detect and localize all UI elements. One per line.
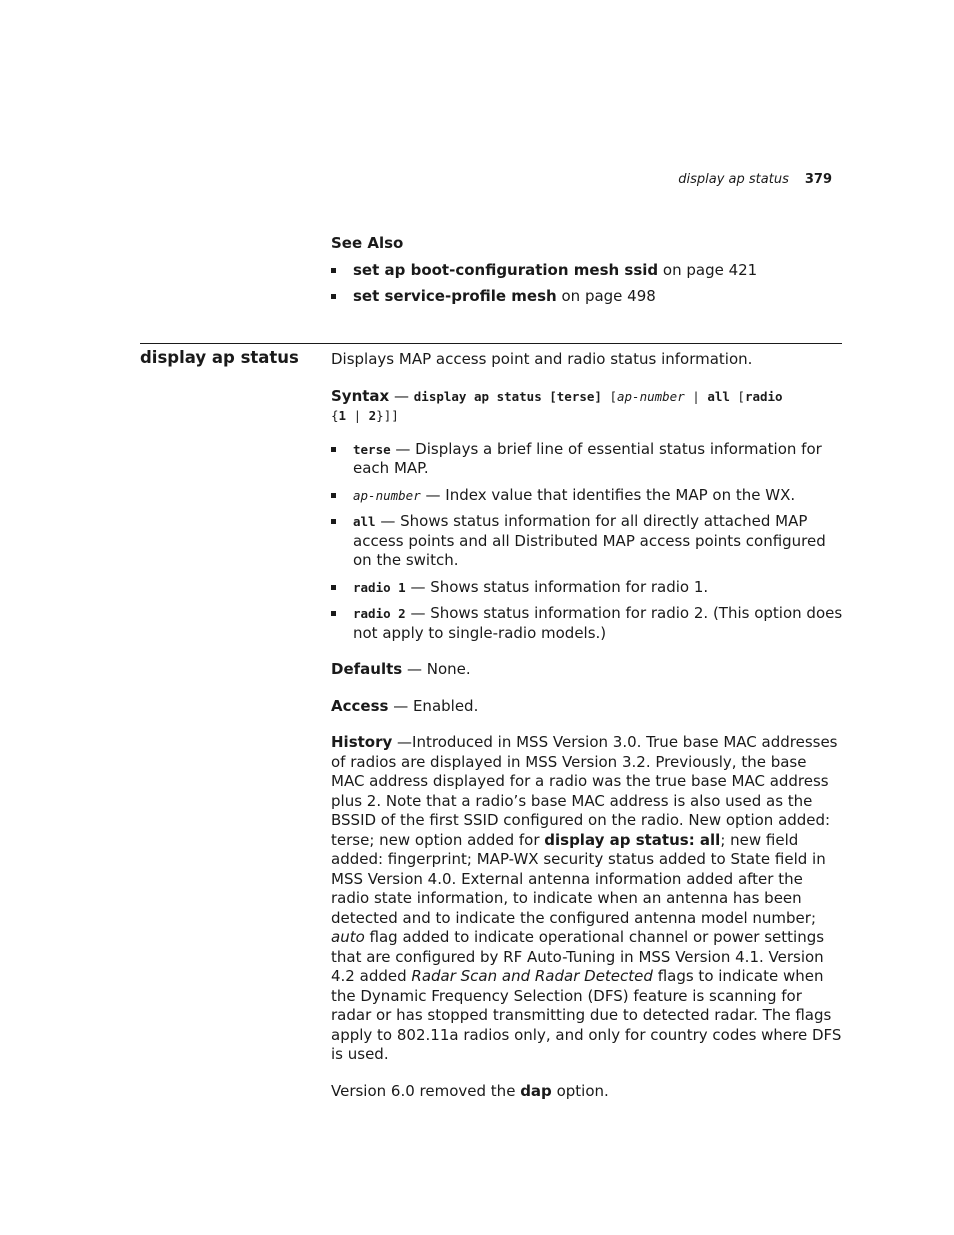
version-note [331,1082,843,1102]
syntax-close: }]] [376,408,399,423]
syntax-cmd: display ap status [terse] [413,388,602,404]
see-also-item [331,261,843,281]
see-also-item [331,287,843,307]
defaults-text: — None. [402,660,471,678]
history-text: flags to indicate when the Dynamic Frequency Selection (DFS) feature is scanning for radar or has stopped transmitting due to detected radar. The flags apply to 802.11a radios only, and only for country codes where DFS is used. [331,967,842,1063]
access-line [331,697,843,717]
access-label: Access [331,696,389,715]
version-note-text: Version 6.0 removed the [331,1081,521,1100]
section-divider [140,343,842,344]
section-title: display ap status [140,348,299,367]
defaults-line [331,660,843,680]
bullet-icon [331,611,336,616]
param-desc: — Index value that identifies the MAP on the WX. [420,485,796,504]
section-body [331,350,843,1101]
syntax-bracket: [ [729,388,745,404]
syntax-dash: — [389,386,414,405]
param-item [331,512,843,571]
see-also-page-ref: on page 421 [658,260,758,279]
param-name: all [353,514,376,529]
syntax-ap-number: ap-number [617,388,685,404]
history-italic: Radar Scan and Radar Detected [411,967,653,985]
param-item [331,486,843,506]
param-item [331,440,843,479]
syntax-radio: radio [744,388,783,404]
bullet-icon [331,268,336,273]
syntax-label: Syntax [331,386,390,405]
bullet-icon [331,447,336,452]
defaults-label: Defaults [331,660,403,678]
section-description: Displays MAP access point and radio status information. [331,350,753,368]
bullet-icon [331,294,336,299]
see-also-block [331,234,843,307]
syntax-one: 1 [338,408,347,423]
syntax-line [331,387,843,426]
param-desc: — Shows status information for all directly attached MAP access points and all Distributed MAP access points configured on the switch. [353,512,826,569]
history-italic: auto [331,928,365,946]
running-head [678,172,832,187]
syntax-brace: { [331,408,339,423]
syntax-pipe: | [684,388,708,404]
param-desc: — Shows status information for radio 1. [405,577,709,596]
param-name: terse [353,441,391,457]
param-name: radio 2 [353,606,406,621]
param-item [331,578,843,598]
version-note-bold: dap [520,1081,552,1100]
history-text: flag added to indicate operational channel or power settings that are configured by RF Auto-Tuning in MSS Version 4.1. Version 4.2 added [331,928,825,985]
syntax-bracket: [ [601,388,617,404]
syntax-all: all [707,388,730,404]
param-item [331,604,843,643]
history-label: History [331,733,393,751]
history-paragraph [331,733,843,1065]
history-bold: display ap status: all [544,830,721,849]
bullet-icon [331,585,336,590]
param-name: ap-number [353,487,421,503]
see-also-heading: See Also [331,234,404,252]
syntax-pipe: | [346,408,369,423]
see-also-link-cmd[interactable]: set service-profile mesh [353,287,557,305]
page-number: 379 [804,172,832,187]
see-also-page-ref: on page 498 [556,287,656,305]
bullet-icon [331,519,336,524]
access-text: — Enabled. [388,696,479,715]
version-note-text: option. [551,1081,609,1100]
history-text: —Introduced in MSS Version 3.0. True base MAC addresses of radios are displayed in MSS Version 3.2. Previously, the base MAC address displayed for a radio was the true base MAC address plus 2. Note that a radio’s base MAC address is also used as the BSSID of the first SSID configured on the radio. New option added: terse; new option added for [331,733,838,849]
param-desc: — Displays a brief line of essential status information for each MAP. [353,439,822,477]
bullet-icon [331,493,336,498]
param-name: radio 1 [353,579,406,595]
history-text: ; new field added: fingerprint; MAP-WX security status added to State field in MSS Version 4.0. External antenna information added after the radio state information, to indicate when an antenna has been detected and to indicate the configured antenna model number; [331,830,826,927]
syntax-two: 2 [368,408,377,423]
see-also-link-cmd[interactable]: set ap boot-configuration mesh ssid [353,260,659,279]
param-desc: — Shows status information for radio 2. (This option does not apply to single-radio models.) [353,604,843,642]
running-head-title: display ap status [678,172,789,187]
